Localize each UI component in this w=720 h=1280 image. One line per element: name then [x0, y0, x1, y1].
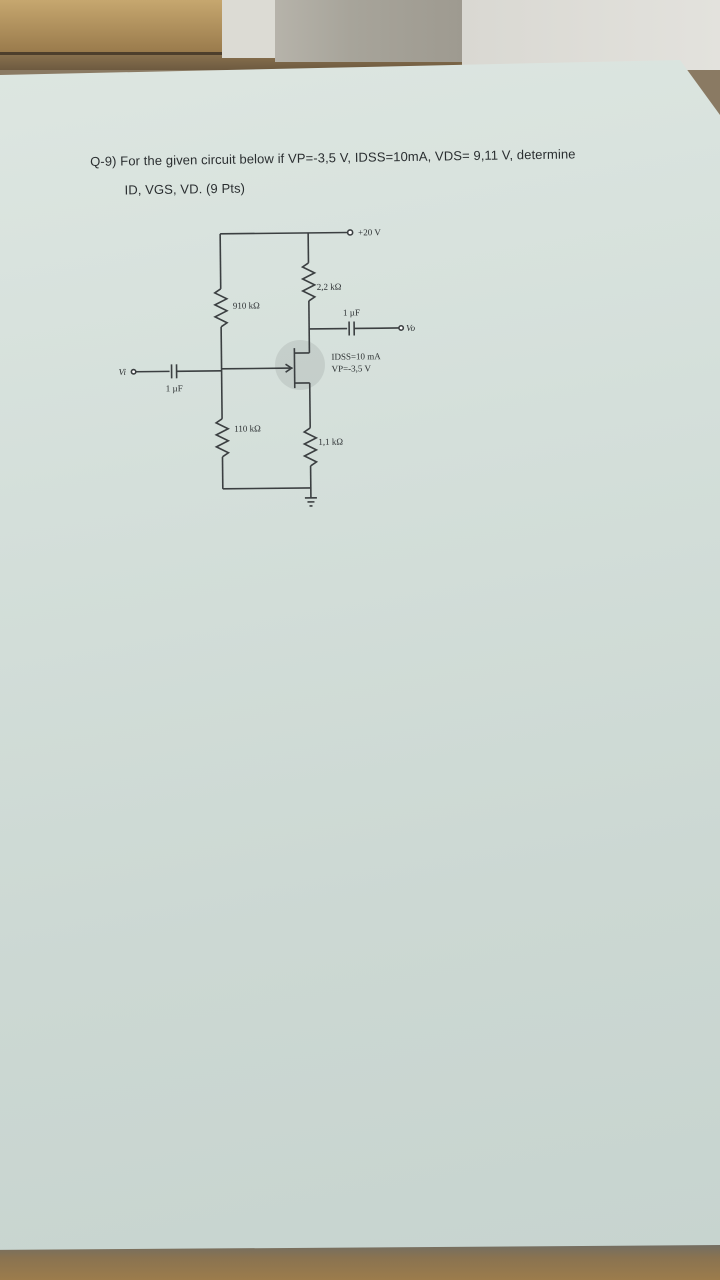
supply-terminal — [348, 230, 353, 235]
vp-label: VP=-3,5 V — [331, 363, 372, 374]
r1-r2-wire — [221, 327, 222, 419]
top-rail-wire — [220, 233, 348, 234]
cin-label: 1 µF — [165, 383, 183, 394]
r1-label: 910 kΩ — [232, 300, 260, 311]
question-line-2: ID, VGS, VD. (9 Pts) — [124, 180, 246, 198]
rs-label: 1,1 kΩ — [318, 436, 344, 447]
idss-label: IDSS=10 mA — [331, 351, 381, 362]
r2-resistor — [216, 419, 228, 457]
desk-shelf — [0, 0, 225, 55]
drain-wire — [309, 301, 310, 353]
vi-label: Vi — [118, 366, 126, 377]
r2-label: 110 kΩ — [234, 423, 261, 434]
circuit-schematic — [110, 217, 433, 520]
gate-wire — [222, 368, 293, 369]
rs-resistor — [304, 428, 316, 466]
cout-label: 1 µF — [342, 307, 360, 318]
supply-label: +20 V — [358, 227, 381, 238]
bottom-rail-wire — [223, 488, 311, 489]
r1-resistor — [215, 289, 227, 327]
vo-terminal — [399, 326, 403, 330]
question-text — [90, 145, 691, 198]
rd-label: 2,2 kΩ — [316, 281, 342, 292]
door-background — [275, 0, 465, 62]
wall-segment — [222, 0, 277, 58]
question-line-1: Q-9) For the given circuit below if VP=-3,5 V, IDSS=10mA, VDS= 9,11 V, determine — [90, 146, 576, 169]
wall-background — [462, 0, 720, 70]
vo-label: Vo — [406, 322, 416, 333]
circuit-diagram — [110, 217, 433, 520]
r1-top-wire — [220, 234, 221, 289]
rd-resistor — [302, 263, 314, 301]
vi-terminal — [131, 370, 135, 374]
